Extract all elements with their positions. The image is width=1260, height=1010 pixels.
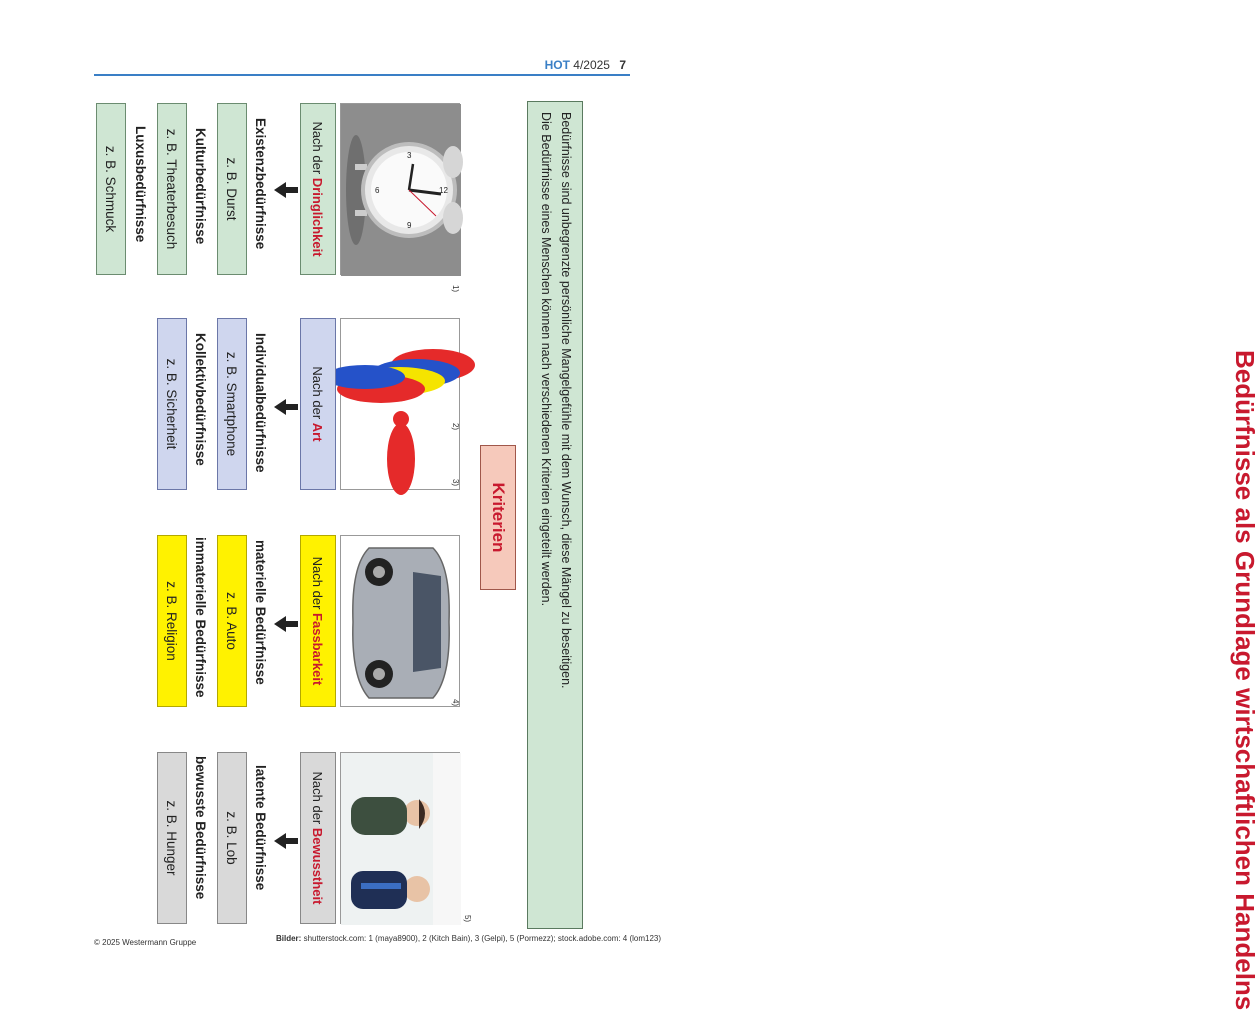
criterion-keyword: Art — [310, 422, 326, 442]
example-smartphone: z. B. Smartphone — [217, 318, 247, 490]
copyright: © 2025 Westermann Gruppe — [94, 938, 197, 947]
need-individual: Individualbedürfnisse — [253, 333, 268, 473]
criterion-bewusstheit — [300, 752, 336, 924]
intro-box — [527, 101, 583, 929]
intro-line-1: Bedürfnisse sind unbegrenzte persönliche Mangelgefühle mit dem Wunsch, diese Mängel zu beseitigen. — [559, 112, 573, 689]
need-latent: latente Bedürfnisse — [253, 765, 268, 891]
photo-credit-1: 1) — [451, 284, 461, 293]
photo-credit-3: 3) — [451, 478, 461, 487]
bowling-pins-icon — [341, 319, 461, 491]
photo-car — [340, 535, 460, 707]
page-header — [545, 58, 626, 72]
criterion-keyword: Dringlichkeit — [310, 177, 326, 257]
page-title: Bedürfnisse als Grundlage wirtschaftlichen Handelns — [1230, 350, 1260, 1010]
photo-credit-5: 5) — [463, 914, 473, 923]
criterion-keyword: Bewusstheit — [310, 827, 326, 905]
kriterien-label: Kriterien — [480, 445, 516, 590]
need-luxus: Luxusbedürfnisse — [133, 126, 148, 243]
svg-text:6: 6 — [375, 186, 380, 195]
criterion-prefix: Nach der — [310, 121, 326, 175]
criterion-dringlichkeit — [300, 103, 336, 275]
example-schmuck: z. B. Schmuck — [96, 103, 126, 275]
criterion-prefix: Nach der — [310, 771, 326, 825]
svg-text:3: 3 — [407, 151, 412, 160]
example-sicherheit: z. B. Sicherheit — [157, 318, 187, 490]
photo-credit-2: 2) — [451, 422, 461, 431]
photo-credit-4: 4) — [451, 698, 461, 707]
need-bewusst: bewusste Bedürfnisse — [193, 756, 208, 900]
need-kollektiv: Kollektivbedürfnisse — [193, 333, 208, 466]
example-lob: z. B. Lob — [217, 752, 247, 924]
credits-text: shutterstock.com: 1 (maya8900), 2 (Kitch Bain), 3 (Gelpi), 5 (Pormezz); stock.adobe.com: 4 (lom123) — [301, 934, 662, 943]
example-religion: z. B. Religion — [157, 535, 187, 707]
arrow-icon — [270, 831, 300, 851]
example-auto: z. B. Auto — [217, 535, 247, 707]
people-icon — [341, 753, 461, 925]
example-hunger: z. B. Hunger — [157, 752, 187, 924]
need-existenz: Existenzbedürfnisse — [253, 118, 268, 250]
need-kultur: Kulturbedürfnisse — [193, 128, 208, 245]
arrow-icon — [270, 614, 300, 634]
photo-bowling-pins — [340, 318, 460, 490]
example-durst: z. B. Durst — [217, 103, 247, 275]
image-credits — [276, 934, 661, 943]
credits-label: Bilder: — [276, 934, 302, 943]
criterion-art — [300, 318, 336, 490]
intro-line-2: Die Bedürfnisse eines Menschen können nach verschiedenen Kriterien eingeteilt werden. — [539, 112, 553, 607]
arrow-icon — [270, 180, 300, 200]
criterion-prefix: Nach der — [310, 366, 326, 420]
need-immateriell: immaterielle Bedürfnisse — [193, 537, 208, 698]
criterion-fassbarkeit — [300, 535, 336, 707]
photo-alarm-clock — [340, 103, 460, 275]
svg-text:9: 9 — [407, 221, 412, 230]
alarm-clock-icon — [341, 104, 461, 276]
need-materiell: materielle Bedürfnisse — [253, 540, 268, 685]
magazine-brand: HOT — [544, 58, 570, 72]
car-icon — [341, 536, 461, 708]
criterion-prefix: Nach der — [310, 556, 326, 610]
header-rule — [94, 74, 630, 76]
svg-text:12: 12 — [439, 186, 448, 195]
photo-people — [340, 752, 460, 924]
issue-number: 4/2025 — [573, 58, 610, 72]
page-number: 7 — [619, 58, 626, 72]
criterion-keyword: Fassbarkeit — [310, 613, 326, 686]
example-theaterbesuch: z. B. Theaterbesuch — [157, 103, 187, 275]
arrow-icon — [270, 397, 300, 417]
